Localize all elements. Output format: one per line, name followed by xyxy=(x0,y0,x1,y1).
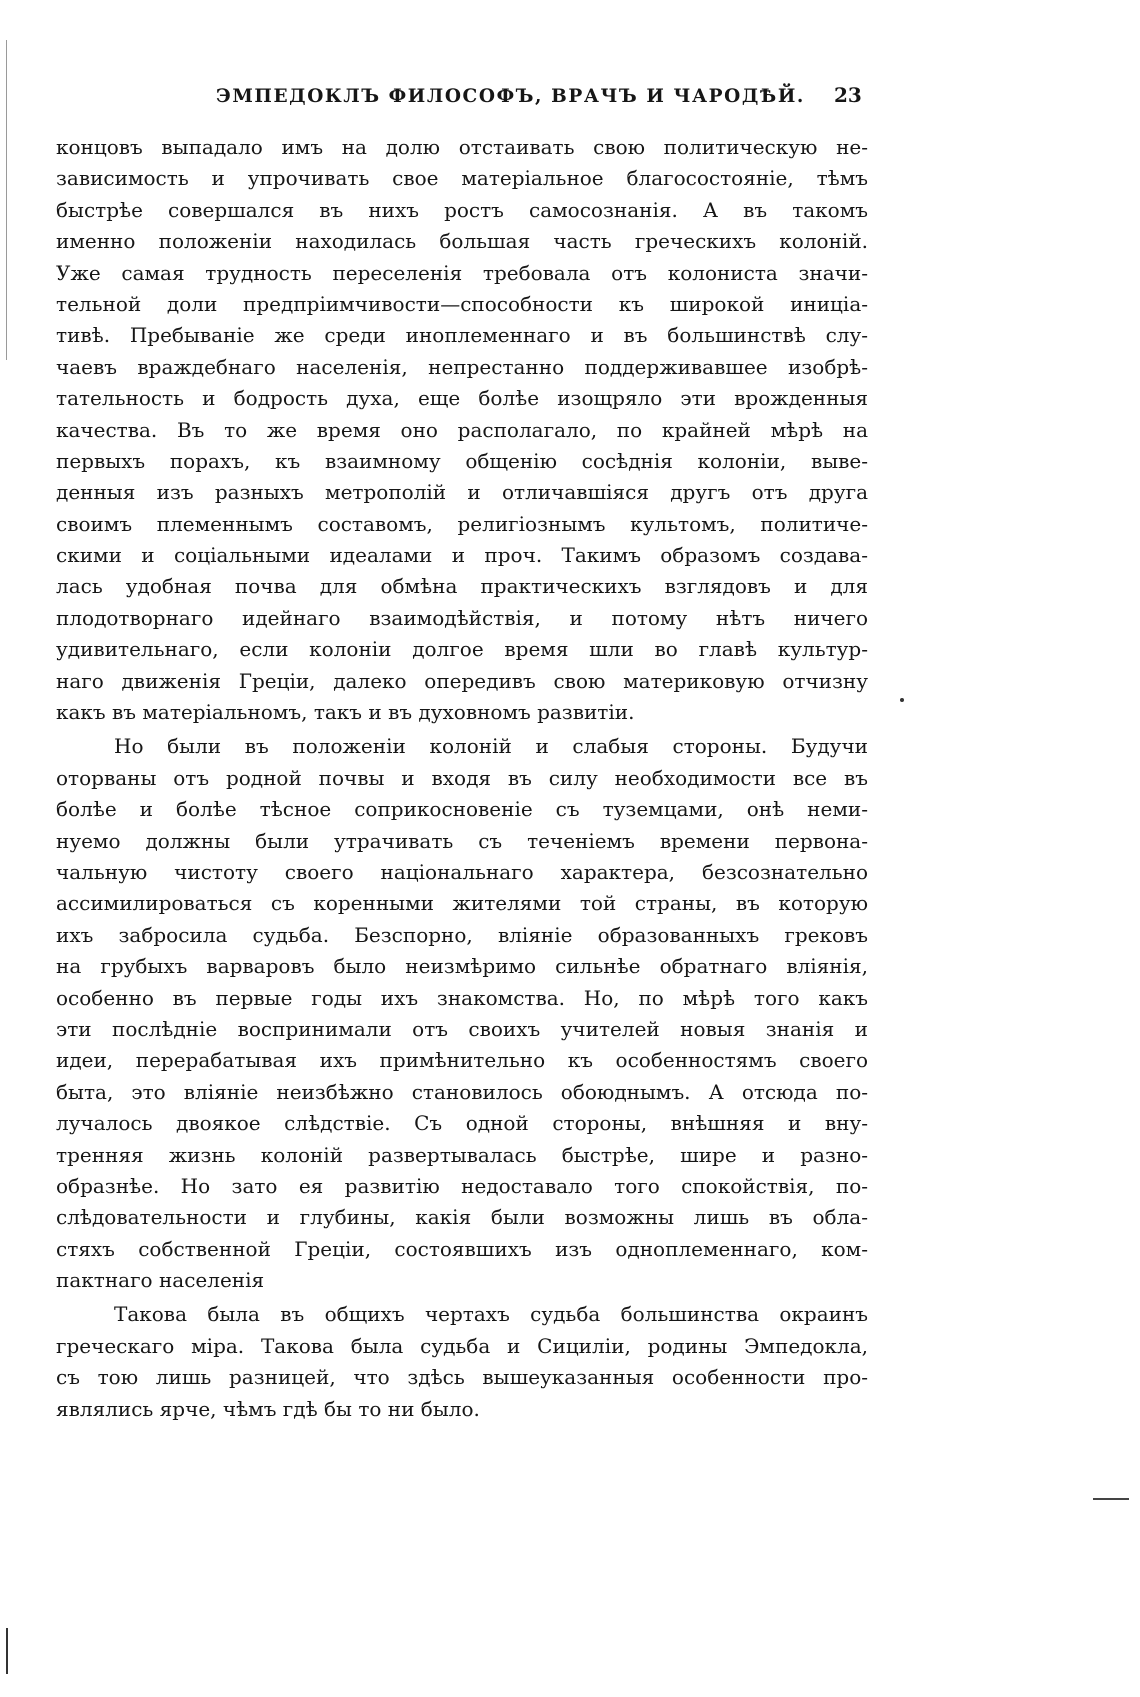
scan-edge-mark xyxy=(1093,1498,1129,1500)
text-line: быта, это вліяніе неизбѣжно становилось обоюднымъ. А отсюда по- xyxy=(56,1079,868,1104)
text-line: нуемо должны были утрачивать съ теченіемъ времени первона- xyxy=(56,828,868,853)
text-line: являлись ярче, чѣмъ гдѣ бы то ни было. xyxy=(56,1396,480,1421)
text-line: зависимость и упрочивать свое матеріальное благосостояніе, тѣмъ xyxy=(56,166,868,191)
text-line: тательность и бодрость духа, еще болѣе изощряло эти врожденныя xyxy=(56,386,868,411)
text-line: чаевъ враждебнаго населенія, непрестанно поддерживавшее изобрѣ- xyxy=(56,354,868,379)
text-line: своимъ племеннымъ составомъ, религіознымъ культомъ, политиче- xyxy=(56,511,868,536)
running-header: ЭМПЕДОКЛЪ ФИЛОСОФЪ, ВРАЧЪ И ЧАРОДѢЙ. xyxy=(216,86,805,107)
text-line: удивительнаго, если колоніи долгое время шли во главѣ культур- xyxy=(56,637,868,662)
text-line: слѣдовательности и глубины, какія были возможны лишь въ обла- xyxy=(56,1205,868,1230)
text-line: ихъ забросила судьба. Безспорно, вліяніе образованныхъ грековъ xyxy=(56,922,868,947)
text-line: стяхъ собственной Греціи, состоявшихъ изъ одноплеменнаго, ком- xyxy=(56,1236,868,1261)
paragraph-2 xyxy=(56,731,868,1296)
text-line: концовъ выпадало имъ на долю отстаивать свою политическую не- xyxy=(56,135,868,159)
scan-edge-mark xyxy=(6,40,7,360)
text-line: особенно въ первые годы ихъ знакомства. Но, по мѣрѣ того какъ xyxy=(56,985,868,1010)
text-line: тельной доли предпріимчивости—способности къ широкой иниціа- xyxy=(56,291,868,316)
text-line: какъ въ матеріальномъ, такъ и въ духовномъ развитіи. xyxy=(56,700,635,725)
text-line: съ тою лишь разницей, что здѣсь вышеуказанныя особенности про- xyxy=(56,1365,868,1390)
text-line: Такова была въ общихъ чертахъ судьба большинства окраинъ xyxy=(114,1302,868,1327)
text-line: лучалось двоякое слѣдствіе. Съ одной стороны, внѣшняя и вну- xyxy=(56,1111,868,1136)
scan-dot-mark xyxy=(900,698,904,702)
text-line: эти послѣдніе воспринимали отъ своихъ учителей новыя знанія и xyxy=(56,1016,868,1041)
text-line: качества. Въ то же время оно располагало, по крайней мѣрѣ на xyxy=(56,417,868,442)
text-line: чальную чистоту своего національнаго характера, безсознательно xyxy=(56,859,868,884)
text-line: именно положеніи находилась большая часть греческихъ колоній. xyxy=(56,229,868,254)
text-line: быстрѣе совершался въ нихъ ростъ самосознанія. А въ такомъ xyxy=(56,197,868,222)
paragraph-1 xyxy=(56,132,868,728)
text-line: на грубыхъ варваровъ было неизмѣримо сильнѣе обратнаго вліянія, xyxy=(56,954,868,979)
text-line: оторваны отъ родной почвы и входя въ силу необходимости все въ xyxy=(56,765,868,790)
text-line: наго движенія Греціи, далеко опередивъ свою материковую отчизну xyxy=(56,668,868,693)
text-line: пактнаго населенія xyxy=(56,1268,265,1293)
text-line: денныя изъ разныхъ метрополій и отличавшіяся другъ отъ друга xyxy=(56,480,868,505)
body-text xyxy=(56,132,868,1425)
text-line: плодотворнаго идейнаго взаимодѣйствія, и потому нѣтъ ничего xyxy=(56,605,868,630)
text-line: Но были въ положеніи колоній и слабыя стороны. Будучи xyxy=(114,734,868,759)
text-line: Уже самая трудность переселенія требовала отъ колониста значи- xyxy=(56,260,868,285)
text-line: первыхъ порахъ, къ взаимному общенію сосѣднія колоніи, выве- xyxy=(56,448,868,473)
text-line: греческаго міра. Такова была судьба и Сициліи, родины Эмпедокла, xyxy=(56,1333,868,1358)
text-line: скими и соціальными идеалами и проч. Такимъ образомъ создава- xyxy=(56,543,868,568)
page-number: 23 xyxy=(834,83,862,107)
scan-edge-mark xyxy=(6,1628,8,1674)
text-line: болѣе и болѣе тѣсное соприкосновеніе съ туземцами, онѣ неми- xyxy=(56,797,868,822)
text-line: лась удобная почва для обмѣна практическихъ взглядовъ и для xyxy=(56,574,868,599)
text-line: ассимилироваться съ коренными жителями той страны, въ которую xyxy=(56,891,868,916)
text-line: тивѣ. Пребываніе же среди иноплеменнаго и въ большинствѣ слу- xyxy=(56,323,868,348)
text-line: идеи, перерабатывая ихъ примѣнительно къ особенностямъ своего xyxy=(56,1048,868,1073)
text-line: тренняя жизнь колоній развертывалась быстрѣе, шире и разно- xyxy=(56,1142,868,1167)
text-line: образнѣе. Но зато ея развитію недоставало того спокойствія, по- xyxy=(56,1173,868,1198)
paragraph-3 xyxy=(56,1299,868,1425)
